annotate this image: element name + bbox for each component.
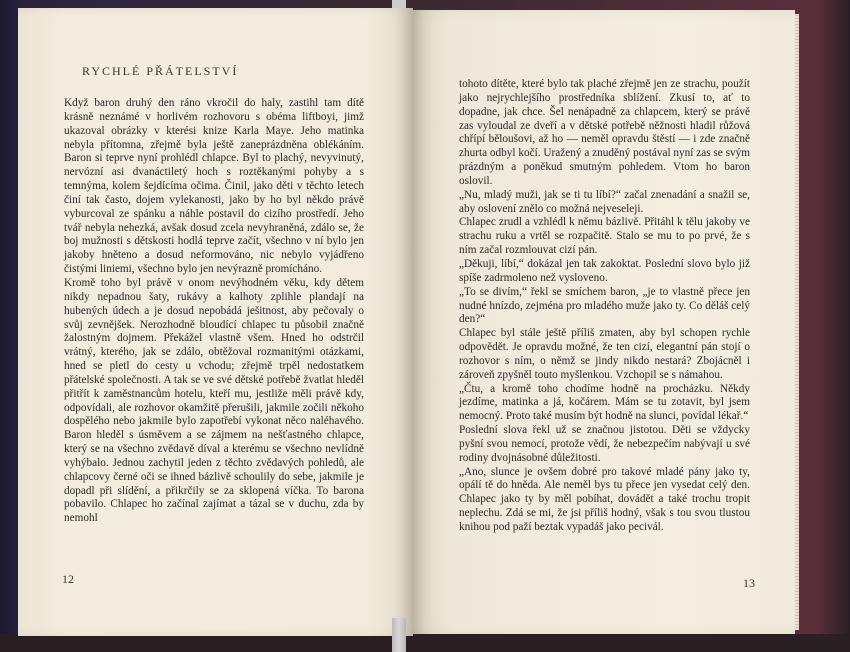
paragraph: „To se divím,“ řekl se smíchem baron, „je to vlastně přece jen nudné hnízdo, zejména pro mladého muže jako ty. Co děláš celý den?“ (459, 285, 750, 326)
paragraph: Když baron druhý den ráno vkročil do haly, zastihl tam dítě krásně neznámé v horlivém rozhovoru s obéma liftboyi, jimž ukazoval obrázky v kterési knize Karla Maye. Jeho matinka nebyla přítomna, zřejmě byla ještě zaneprázdněna oblékáním. Baron si teprve nyní prohlédl chlapce. Byl to plachý, nevyvinutý, nervózní asi dvanáctiletý hoch s roztěkanými pohyby a s temnýma, kolem šejdícíma očima. Činil, jako děti v těchto letech činí tak často, dojem vylekanosti, jako by ho byl někdo právě vyburcoval ze spánku a náhle postavil do cizího prostředí. Jeho tvář nebyla nehezká, avšak dosud zcela nevyhraněná, zdálo se, že boj mužnosti s dětskosti hodlá teprve začít, všechno v ní bylo jen jakoby hněteno a dosud neformováno, nic nebylo vyjádřeno čistými liniemi, všechno bylo jen nevýrazně promícháno. (64, 97, 364, 276)
page-number-right: 13 (743, 576, 755, 590)
right-page-text (459, 78, 750, 535)
paragraph: „Čtu, a kromě toho chodíme hodně na procházku. Někdy jezdíme, matinka a já, kočárem. Mám se tu zotavit, byl jsem nemocný. Proto také musím být hodně na slunci, povídal lékař.“ (459, 382, 750, 423)
paragraph: tohoto dítěte, které bylo tak plaché zřejmě jen ze strachu, použít jako nejrychlejšího prostředníka sblížení. Zkusí to, ať to dopadne, jak chce. Šel nenápadně za chlapcem, který se právě zas vyloudal ze dveří a v dětské potřebě něžnosti hladil růžová chřípí běloušovi, až ho — neměl opravdu štěstí — i zde značně zhurta odbyl kočí. Uražený a znuděný postával nyní zas se svým prázdným a poněkud smutným pohledem. Vtom ho baron oslovil. (459, 78, 750, 187)
left-page-text (64, 97, 364, 526)
page-edges (795, 14, 799, 630)
page-number-left: 12 (62, 572, 74, 586)
running-head: RYCHLÉ PŘÁTELSTVÍ (82, 64, 239, 78)
paragraph: Kromě toho byl právě v onom nevýhodném věku, kdy dětem nikdy nepadnou šaty, rukávy a kalhoty zplihle plandají na hubených údech a je dosud nepobádá ješitnost, aby pečovaly o svůj zevnějšek. Nerozhodně bloudící chlapec tu působil značně žalostným dojmem. Překážel vlastně všem. Hned ho odstrčil vrátný, kterého, jak se zdálo, obtěžoval rozmanitými otázkami, hned se pletl do cesty u vchodu; zřejmě trpěl nedostatkem přátelské společnosti. A tak se ve své dětské potřebě žvatlat hleděl přitřít k zaměstnancům hotelu, kteří mu, jestliže měli právě kdy, odpovídali, ale rozhovor okamžitě přerušili, jakmile zočili někoho dospělého nebo jakmile bylo zapotřebí vykonat něco naléhavého. Baron hleděl s úsměvem a se zájmem na nešťastného chlapce, který se na všechno zvědavě díval a kterému se všechno nevlídně vyhýbalo. Jednou zachytil jeden z těchto zvědavých pohledů, ale chlapcovy černé oči se ihned bázlivě schoulily do sebe, jakmile je dopadl při slídění, a přikrčily se za sklopená víčka. To barona pobavilo. Chlapec ho začínal zajímat a tázal se v duchu, zda by nemohl (64, 276, 364, 525)
paragraph: Poslední slova řekl už se značnou jistotou. Děti se vždycky pyšní svou nemocí, protože vědí, že nebezpečím nabývají u své rodiny dvojnásobné důležitosti. (459, 424, 750, 464)
cover-bottom-edge (0, 634, 850, 652)
paragraph: „Ano, slunce je ovšem dobré pro takové mladé pány jako ty, opálí tě do hněda. Ale neměl bys tu přece jen vysedat celý den. Chlapec jako ty by měl pobíhat, dovádět a také trochu tropit neplechu. Zdá se mi, že jsi příliš hodný, však s tou svou tlustou knihou pod paží beztak vypadáš jako pecivál. (459, 465, 750, 533)
paragraph: „Nu, mladý muži, jak se ti tu líbí?“ začal znenadání a snažil se, aby oslovení znělo co možná nejveseleji. (459, 188, 750, 215)
paragraph: Chlapec byl stále ještě příliš zmaten, aby byl schopen rychle odpovědět. Je opravdu možné, že ten cizí, elegantní pán stojí o rozhovor s ním, o němž se jindy nikdo nestará? Zbojácněl i zároveň zpyšněl touto myšlenkou. Vzchopil se s námahou. (459, 327, 750, 381)
bookmark-ribbon (392, 618, 406, 652)
paragraph: „Děkuji, líbí,“ dokázal jen tak zakoktat. Poslední slovo bylo již spíše zadrmoleno než vysloveno. (459, 257, 750, 284)
paragraph: Chlapec zrudl a vzhlédl k němu bázlivě. Přitáhl k tělu jakoby ve strachu ruku a vrtěl se rozpačitě. Stalo se mu to po prvé, že s ním začal rozmlouvat cizí pán. (459, 216, 750, 257)
